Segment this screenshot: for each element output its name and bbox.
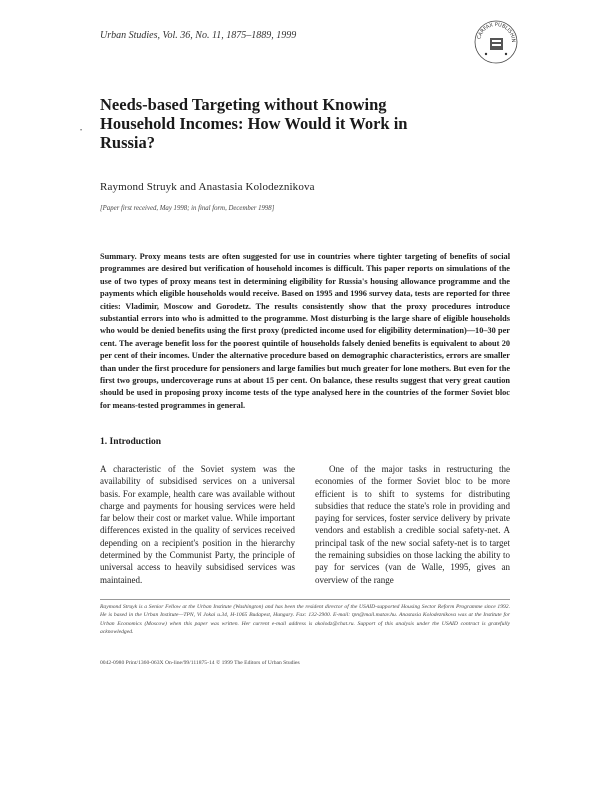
publisher-logo-text: CARFAX PUBLISHIN xyxy=(476,21,517,43)
article-authors: Raymond Struyk and Anastasia Kolodeznikova xyxy=(100,181,315,193)
received-date: [Paper first received, May 1998; in final form, December 1998] xyxy=(100,205,275,212)
journal-citation: Urban Studies, Vol. 36, No. 11, 1875–1889, 1999 xyxy=(100,30,297,41)
summary-lead: Summary. xyxy=(100,252,137,261)
author-footnote: Raymond Struyk is a Senior Fellow at the Urban Institute (Washington) and has been the resident director of the USAID-supported Housing Sector Reform Programme since 1992. He is based in the Urban Institute—TPN, Vi Jokai u.34, H-1065 Budapest, Hungary. Fax: 132-2900. E-mail: tpn@mail.matav.hu. Anastasia Kolodeznikova was at the Institute for Urban Economics (Moscow) when this paper was written. Her current e-mail address is akolodz@chat.ru. Support of this analysis under the USAID contract is gratefully acknowledged. xyxy=(100,604,510,636)
summary-text: Proxy means tests are often suggested for use in countries where tighter targeting of benefits of social programmes are desired but verification of household incomes is difficult. This paper reports on simulations of the use of two types of proxy means test in determining eligibility for Russia's housing allowance programme and the payments which eligible households would receive. Based on 1995 and 1996 survey data, tests are reported for three cities: Vladimir, Moscow and Gorodetz. The results consistently show that the proxy procedures introduce substantial errors into who is admitted to the programme. Most disturbing is the large share of eligible households who would be denied benefits using the first proxy (predicted income used for eligibility determination)—10–30 per cent. The average benefit loss for the poorest quintile of households falsely denied benefits is equivalent to about 20 per cent of their incomes. Under the alternative procedure based on demographic characteristics, errors are smaller than under the first procedure for pensioners and large families but much greater for lone mothers. But even for the first two groups, undercoverage runs at about 15 per cent. On balance, these results suggest that very great caution should be used in proposing proxy income tests of the type analysed here in the countries of the former Soviet bloc for means-tested programmes in general. xyxy=(100,252,510,410)
introduction-column-right: One of the major tasks in restructuring the economies of the former Soviet bloc to be more efficient is to shift to systems for distributing subsidies that reduce the state's role in providing and paying for services, foster service delivery by private vendors and establish a credible social safety-net. A principal task of the new social safety-net is to target the remaining subsidies on those lacking the ability to pay for services (van de Walle, 1995, gives an overview of the range xyxy=(315,464,510,585)
footnote-divider xyxy=(100,599,510,600)
copyright-line: 0042-0980 Print/1360-063X On-line/99/111875-14 © 1999 The Editors of Urban Studies xyxy=(100,660,300,666)
article-title: Needs-based Targeting without Knowing Household Incomes: How Would it Work in Russia? xyxy=(100,95,408,152)
section-heading-introduction: 1. Introduction xyxy=(100,437,162,447)
margin-mark: • xyxy=(80,128,83,134)
introduction-column-left: A characteristic of the Soviet system was the availability of subsidised services on a universal basis. For example, health care was available without charge and payments for housing services were held far below their cost or market value. While important differences existed in the quality of services received depending on a recipient's position in the hierarchy determined by the Communist Party, the principle of universal access to heavily subsidised services was maintained. xyxy=(100,464,295,585)
publisher-logo-icon xyxy=(472,18,520,66)
summary-abstract xyxy=(100,251,510,412)
